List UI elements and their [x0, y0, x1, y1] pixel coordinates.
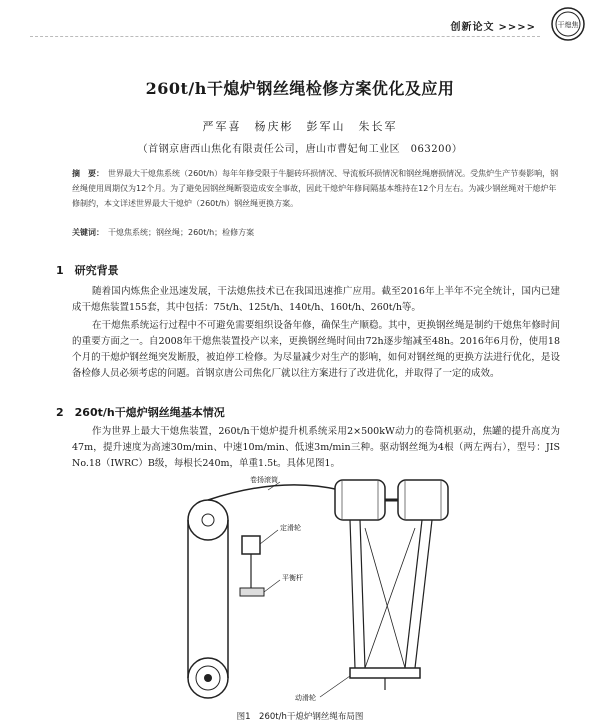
- label-drum: 卷扬滚筒: [250, 476, 278, 484]
- rope-layout-figure: [160, 468, 460, 708]
- figure-caption: 图1 260t/h干熄炉钢丝绳布局图: [236, 712, 364, 722]
- section2-paragraph-1: 作为世界上最大干熄焦装置，260t/h干熄炉提升机系统采用2×500kW动力的卷筒机驱动，焦罐的提升高度为47m，提升速度为高速30m/min、中速10m/min、低速3m/min三种。驱动钢丝绳为4根（两左两右），型号：JIS No.18（IWRC）B级，每根长240m，单重1.5t。具体见图1。: [72, 426, 560, 469]
- rope-2: [360, 520, 365, 668]
- journal-logo-icon: [550, 6, 586, 42]
- rope-4: [415, 520, 432, 668]
- logo-text: 干熄焦: [557, 21, 579, 29]
- rope-3: [405, 520, 422, 668]
- abstract: [72, 166, 560, 211]
- abstract-label: 摘 要：: [72, 169, 104, 178]
- affiliation: （首钢京唐西山焦化有限责任公司，唐山市曹妃甸工业区 063200）: [137, 144, 463, 155]
- authors: 严军喜 杨庆彬 彭军山 朱长军: [202, 120, 398, 133]
- keywords-label: 关键词：: [72, 228, 104, 237]
- left-top-pulley: [188, 500, 228, 540]
- moving-pulley: [350, 668, 420, 678]
- left-bottom-pulley-hub: [204, 674, 212, 682]
- abstract-text: 世界最大干熄焦系统（260t/h）每年年修受限于牛腿砖环损情况、导流板环损情况和钢丝绳磨损情况。受焦炉生产节奏影响，钢丝绳使用周期仅为12个月。为了避免因钢丝绳断裂造成安全事故，因此干熄炉年修间隔基本维持在12个月左右。为减少钢丝绳对干熄炉年修制约，本文详述世界最大干熄炉（260t/h）钢丝绳更换方案。: [72, 169, 559, 208]
- header-arrows: >>>>: [498, 22, 536, 33]
- section1-paragraph-1: 随着国内炼焦企业迅速发展，干法熄焦技术已在我国迅速推广应用。截至2016年上半年不完全统计，国内已建成干熄焦装置155套，其中包括：75t/h、125t/h、140t/h、160t/h、260t/h等。: [72, 286, 560, 313]
- label-balance-rod: 平衡杆: [282, 574, 303, 582]
- section2-heading: 2 260t/h干熄炉钢丝绳基本情况: [56, 406, 225, 419]
- fixed-pulley-box: [242, 536, 260, 554]
- hoist-drum-right: [398, 480, 448, 520]
- label-moving-pulley: 动滑轮: [295, 694, 316, 702]
- section1-heading: 1 研究背景: [56, 264, 119, 277]
- balance-rod: [240, 588, 264, 596]
- label-fixed-pulley: 定滑轮: [280, 524, 301, 532]
- section1-paragraph-2: 在干熄焦系统运行过程中不可避免需要组织设备年修，确保生产顺稳。其中，更换钢丝绳是制约干熄焦年修时间的重要方面之一。自2008年干熄焦装置投产以来，更换钢丝绳时间由72h逐步缩减至48h。2016年6月份，使用18个月的干熄炉钢丝绳突发断股，被迫停工检修。为尽量减少对生产的影响，如何对钢丝绳的更换方法进行优化，是设备检修人员必须考虑的问题。首钢京唐公司焦化厂就以往方案进行了改进优化，并取得了一定的成效。: [72, 320, 560, 379]
- header-tag: [450, 18, 540, 33]
- paper-title: 260t/h干熄炉钢丝绳检修方案优化及应用: [145, 79, 455, 98]
- section-tag: 创新论文: [450, 22, 495, 33]
- rope-1: [350, 520, 355, 668]
- keywords-text: 干熄焦系统；钢丝绳；260t/h；检修方案: [108, 228, 255, 237]
- header-divider: [30, 36, 540, 37]
- hoist-drum-left: [335, 480, 385, 520]
- keywords: [72, 227, 560, 238]
- top-rope: [208, 485, 340, 500]
